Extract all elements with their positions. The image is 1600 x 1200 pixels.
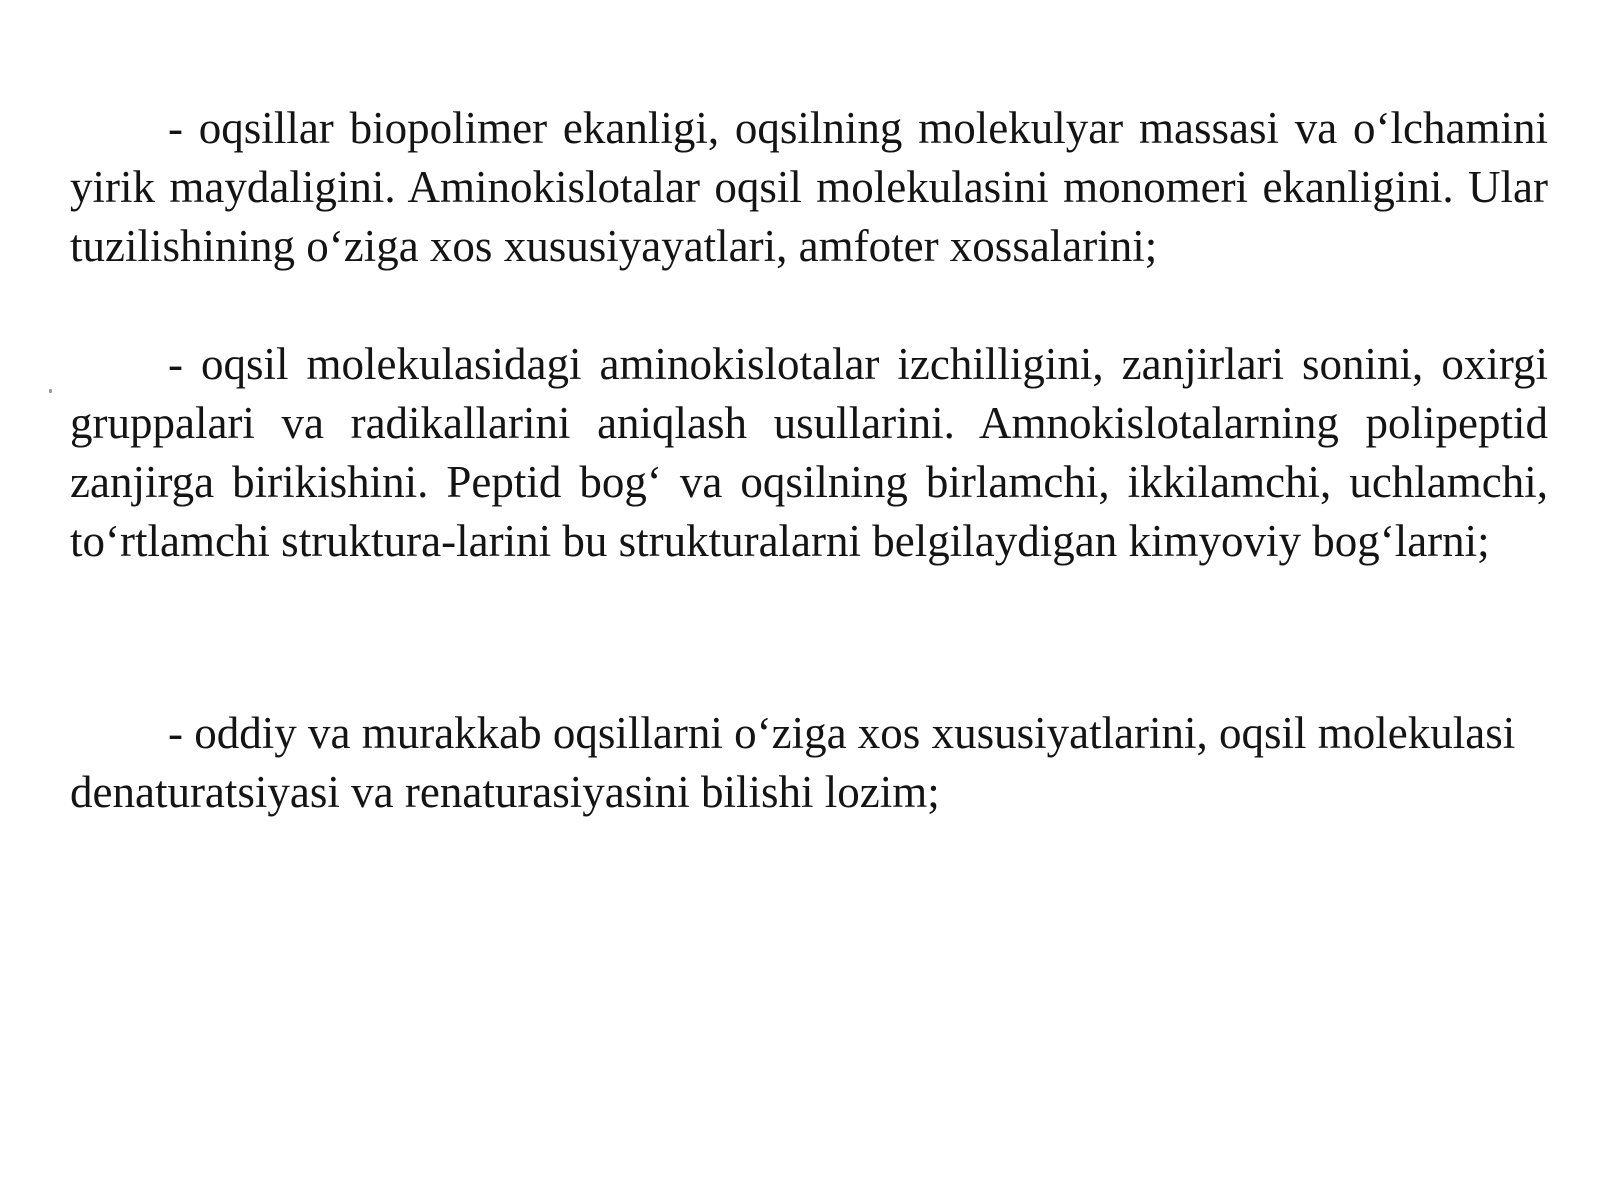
scan-speck — [49, 389, 52, 393]
paragraph-amino-acid-sequence: - oqsil molekulasidagi aminokislotalar izchilligini, zanjirlari sonini, oxirgi gruppalari va radikallarini aniqlash usullarini. Amnokislotalarning polipeptid zanjirga birikishini. Peptid bog‘ va oqsilning birlamchi, ikkilamchi, uchlamchi, to‘rtlamchi struktura-larini bu strukturalarni belgilaydigan kimyoviy bog‘larni; — [70, 339, 1548, 566]
paragraph-protein-biopolymer: - oqsillar biopolimer ekanligi, oqsilning molekulyar massasi va o‘lchamini yirik maydaligini. Aminokislotalar oqsil molekulasini monomeri ekanligini. Ular tuzilishining o‘ziga xos xususiyayatlari, amfoter xossalarini; — [70, 103, 1548, 271]
paragraph-simple-complex-proteins: - oddiy va murakkab oqsillarni o‘ziga xos xususiyatlarini, oqsil molekulasi denaturatsiyasi va renaturasiyasini bilishi lozim; — [70, 708, 1516, 817]
